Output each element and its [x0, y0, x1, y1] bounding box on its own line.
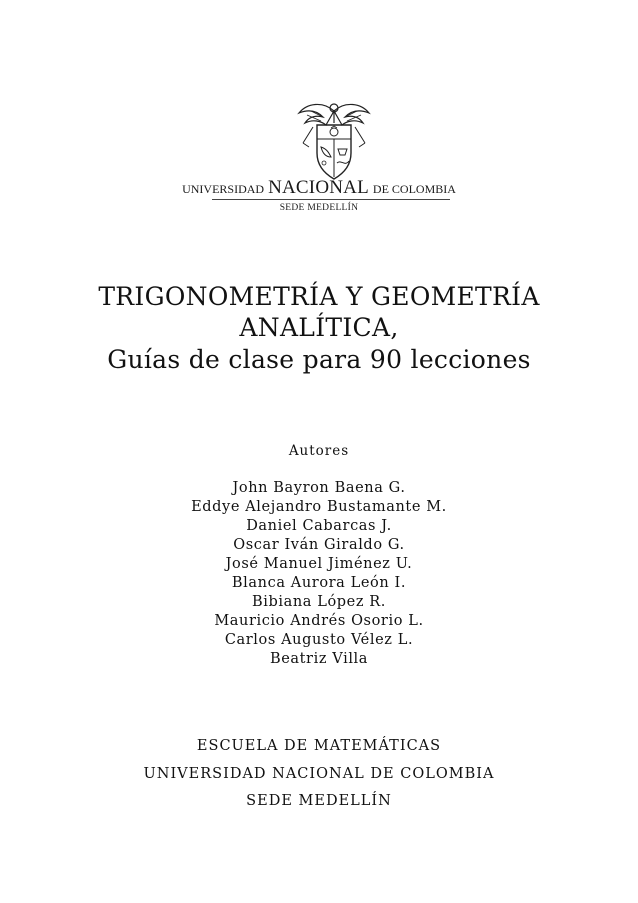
author-name: Eddye Alejandro Bustamante M.	[191, 499, 447, 515]
authors-list	[0, 479, 638, 669]
logo-divider	[212, 199, 450, 200]
university-name: UNIVERSIDAD NACIONAL DE COLOMBIA	[143, 766, 495, 782]
author-name: José Manuel Jiménez U.	[225, 556, 413, 572]
author-name: Bibiana López R.	[251, 594, 387, 610]
subtitle: Guías de clase para 90 lecciones	[107, 345, 531, 374]
author-name: Beatriz Villa	[269, 651, 369, 667]
school-name: ESCUELA DE MATEMÁTICAS	[196, 738, 442, 754]
authors-heading: Autores	[288, 443, 350, 459]
logo-suffix: DE COLOMBIA	[372, 182, 456, 196]
author-name: Blanca Aurora León I.	[231, 575, 407, 591]
logo-prefix: UNIVERSIDAD	[182, 182, 265, 196]
campus-name: SEDE MEDELLÍN	[246, 793, 392, 809]
university-logo-text	[0, 177, 638, 200]
author-name: Mauricio Andrés Osorio L.	[214, 613, 424, 629]
title-line-1: TRIGONOMETRÍA Y GEOMETRÍA	[98, 282, 540, 311]
coat-of-arms-icon	[293, 97, 375, 183]
author-name: Oscar Iván Giraldo G.	[233, 537, 405, 553]
author-name: Carlos Augusto Vélez L.	[224, 632, 414, 648]
title-line-2: ANALÍTICA,	[239, 313, 399, 342]
logo-campus: SEDE MEDELLÍN	[279, 203, 359, 213]
author-name: Daniel Cabarcas J.	[246, 518, 392, 534]
author-name: John Bayron Baena G.	[232, 480, 406, 496]
logo-main: NACIONAL	[268, 177, 369, 198]
